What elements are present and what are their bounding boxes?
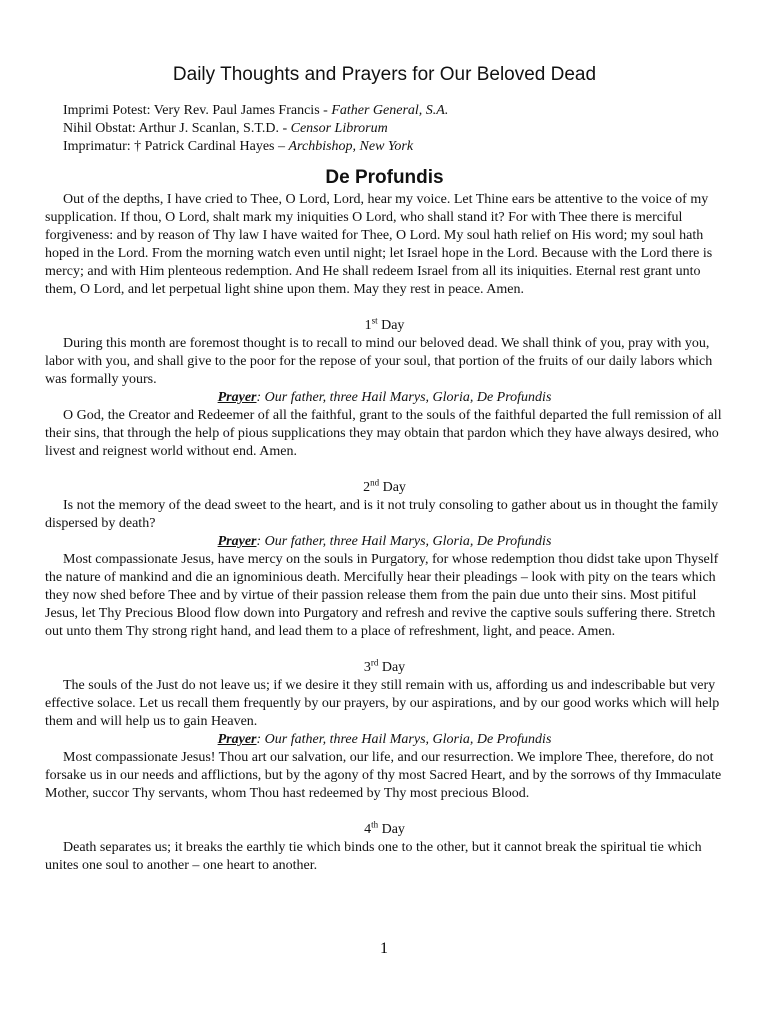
day-3-thought: The souls of the Just do not leave us; if we desire it they still remain with us, affording us and indescribable but very effective solace. Let us recall them frequently by our prayers, by our aspirations, and by our good works which will help them and will help us to gain Heaven. xyxy=(45,678,720,729)
day-word: Day xyxy=(378,660,406,675)
prayer-list: : Our father, three Hail Marys, Gloria, De Profundis xyxy=(256,732,552,747)
day-3-prayer: Most compassionate Jesus! Thou art our salvation, our life, and our resurrection. We implore Thee, therefore, do not forsake us in our needs and afflictions, but by the agony of thy most Sacred Heart, and by the sorrows of thy Immaculate Mother, succor Thy servants, whom Thou hast redeemed by Thy most precious Blood. xyxy=(45,750,722,801)
de-profundis-text: Out of the depths, I have cried to Thee, O Lord, Lord, hear my voice. Let Thine ears be attentive to the voice of my supplication. If thou, O Lord, shalt mark my iniquities O Lord, who shall stand it? For with Thee there is merciful forgiveness: and by reason of Thy law I have waited for Thee, O Lord. My soul hath relief on His word; my soul hath hoped in the Lord. From the morning watch even until night; let Israel hope in the Lord. Because with the Lord there is mercy; and with Him plenteous redemption. And He shall redeem Israel from all its iniquities. Eternal rest grant unto them, O Lord, and let perpetual light shine upon them. May they rest in peace. Amen. xyxy=(45,192,713,297)
day-number: 4 xyxy=(364,822,372,837)
approvals-block xyxy=(45,102,724,156)
approval-nihil-obstat xyxy=(63,120,724,138)
day-1-prayer-line xyxy=(45,389,724,407)
day-heading-2 xyxy=(45,479,724,497)
approval-label: Imprimatur: † Patrick Cardinal Hayes – xyxy=(63,139,289,154)
day-suffix: th xyxy=(371,819,379,830)
approval-label: Imprimi Potest: Very Rev. Paul James Francis - xyxy=(63,103,332,118)
day-word: Day xyxy=(379,480,406,495)
day-number: 1 xyxy=(364,318,372,333)
day-heading-4 xyxy=(45,821,724,839)
day-2-thought: Is not the memory of the dead sweet to the heart, and is it not truly consoling to gather about us in thought the family dispersed by death? xyxy=(45,498,719,531)
prayer-label: Prayer xyxy=(217,534,257,549)
de-profundis-heading: De Profundis xyxy=(325,167,444,188)
day-word: Day xyxy=(378,822,405,837)
day-heading-1 xyxy=(45,317,724,335)
day-number: 3 xyxy=(363,660,371,675)
document-title: Daily Thoughts and Prayers for Our Beloved Dead xyxy=(172,64,597,85)
approval-role: Father General, S.A. xyxy=(331,103,449,118)
day-1-prayer: O God, the Creator and Redeemer of all the faithful, grant to the souls of the faithful departed the full remission of all their sins, that through the help of pious supplications they may obtain that pardon which they have always desired, who livest and reignest world without end. Amen. xyxy=(45,408,722,459)
prayer-list: : Our father, three Hail Marys, Gloria, De Profundis xyxy=(256,534,552,549)
page-number: 1 xyxy=(380,940,388,957)
day-1-thought: During this month are foremost thought is to recall to mind our beloved dead. We shall think of you, pray with you, labor with you, and shall give to the poor for the repose of your soul, that portion of the fruits of our daily labors which was formally yours. xyxy=(45,336,713,387)
prayer-list: : Our father, three Hail Marys, Gloria, De Profundis xyxy=(256,390,552,405)
day-4-thought: Death separates us; it breaks the earthly tie which binds one to the other, but it cannot break the spiritual tie which unites one soul to another – one heart to another. xyxy=(45,840,702,873)
day-suffix: st xyxy=(371,315,378,326)
approval-role: Archbishop, New York xyxy=(288,139,414,154)
day-suffix: rd xyxy=(370,657,379,668)
day-word: Day xyxy=(377,318,405,333)
prayer-label: Prayer xyxy=(217,732,257,747)
approval-role: Censor Librorum xyxy=(290,121,388,136)
day-suffix: nd xyxy=(370,477,380,488)
day-2-prayer-line xyxy=(45,533,724,551)
day-heading-3 xyxy=(45,659,724,677)
approval-imprimatur xyxy=(63,138,724,156)
approval-label: Nihil Obstat: Arthur J. Scanlan, S.T.D. - xyxy=(63,121,291,136)
approval-imprimi-potest xyxy=(63,102,724,120)
day-2-prayer: Most compassionate Jesus, have mercy on the souls in Purgatory, for whose redemption thou didst take upon Thyself the nature of mankind and die an ignominious death. Mercifully hear their pleadings – look with pity on the tears which they now shed before Thee and by virtue of their passion release them from the pain due unto their sins. Most pitiful Jesus, let Thy Precious Blood flow down into Purgatory and refresh and revive the captive souls suffering there. Stretch out unto them Thy strong right hand, and lead them to a place of refreshment, light, and peace. Amen. xyxy=(45,552,719,639)
day-number: 2 xyxy=(363,480,371,495)
prayer-label: Prayer xyxy=(217,390,257,405)
day-3-prayer-line xyxy=(45,731,724,749)
